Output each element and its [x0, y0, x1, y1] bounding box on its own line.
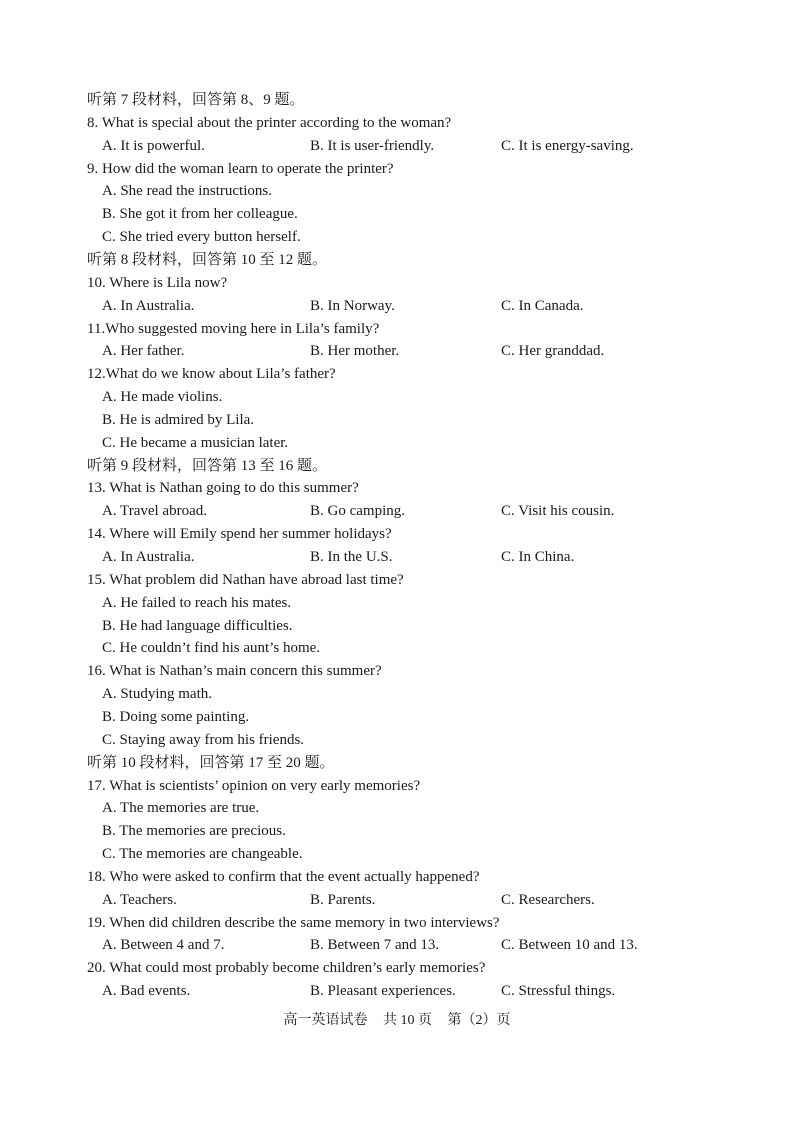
question-text: 9. How did the woman learn to operate the printer?	[87, 160, 394, 177]
option-a: A. He failed to reach his mates.	[102, 594, 292, 611]
option-a: A. She read the instructions.	[102, 183, 272, 200]
option-c: C. Staying away from his friends.	[102, 731, 305, 748]
option-a: A. In Australia.	[102, 297, 195, 314]
option-a: A. Bad events.	[102, 983, 191, 1000]
option-a: A. Teachers.	[102, 891, 177, 908]
option-c: C. Stressful things.	[501, 983, 616, 1000]
section-intro: 听第 9 段材料，回答第 13 至 16 题。	[87, 457, 328, 474]
footer-page-total: 共 10 页	[383, 1013, 432, 1028]
section-intro: 听第 10 段材料，回答第 17 至 20 题。	[87, 754, 335, 771]
option-a: A. Studying math.	[102, 686, 213, 703]
option-b: B. She got it from her colleague.	[102, 206, 298, 223]
options-row	[102, 980, 762, 1002]
option-c: C. In Canada.	[501, 297, 584, 314]
page-footer	[0, 1010, 794, 1032]
question-text: 10. Where is Lila now?	[87, 274, 228, 291]
option-a: A. Her father.	[102, 343, 185, 360]
option-b: B. Parents.	[310, 891, 376, 908]
option-a: A. Travel abroad.	[102, 503, 207, 520]
options-row	[102, 546, 762, 568]
question-text: 14. Where will Emily spend her summer holidays?	[87, 526, 392, 543]
option-c: C. It is energy-saving.	[501, 137, 634, 154]
options-row	[102, 295, 762, 317]
footer-exam-title: 高一英语试卷	[283, 1013, 368, 1028]
option-b: B. Between 7 and 13.	[310, 937, 440, 954]
options-row	[102, 500, 762, 522]
option-a: A. It is powerful.	[102, 137, 205, 154]
options-row	[102, 934, 762, 956]
options-row	[102, 135, 762, 157]
option-a: A. Between 4 and 7.	[102, 937, 225, 954]
option-b: B. Doing some painting.	[102, 708, 250, 725]
options-row	[102, 340, 762, 362]
option-c: C. Between 10 and 13.	[501, 937, 638, 954]
footer-page-number: 第（2）页	[447, 1013, 511, 1028]
option-a: A. He made violins.	[102, 389, 223, 406]
option-a: A. The memories are true.	[102, 800, 260, 817]
question-text: 15. What problem did Nathan have abroad last time?	[87, 571, 404, 588]
question-text: 12.What do we know about Lila’s father?	[87, 366, 336, 383]
option-b: B. Pleasant experiences.	[310, 983, 456, 1000]
option-b: B. He had language difficulties.	[102, 617, 293, 634]
section-intro: 听第 8 段材料，回答第 10 至 12 题。	[87, 251, 328, 268]
option-b: B. He is admired by Lila.	[102, 411, 255, 428]
option-c: C. In China.	[501, 549, 575, 565]
option-c: C. The memories are changeable.	[102, 846, 303, 863]
question-text: 17. What is scientists’ opinion on very early memories?	[87, 777, 421, 794]
options-row	[102, 889, 762, 911]
option-b: B. Her mother.	[310, 343, 400, 360]
option-c: C. He couldn’t find his aunt’s home.	[102, 640, 321, 657]
option-b: B. In Norway.	[310, 297, 395, 314]
option-c: C. Researchers.	[501, 891, 595, 908]
option-b: B. In the U.S.	[310, 549, 393, 565]
option-c: C. She tried every button herself.	[102, 229, 301, 246]
question-text: 19. When did children describe the same memory in two interviews?	[87, 914, 500, 931]
option-c: C. Her granddad.	[501, 343, 605, 360]
option-b: B. The memories are precious.	[102, 823, 286, 840]
option-a: A. In Australia.	[102, 549, 195, 565]
option-b: B. It is user-friendly.	[310, 137, 435, 154]
option-c: C. Visit his cousin.	[501, 503, 615, 520]
question-text: 13. What is Nathan going to do this summer?	[87, 480, 359, 497]
question-text: 18. Who were asked to confirm that the event actually happened?	[87, 868, 480, 885]
section-intro: 听第 7 段材料，回答第 8、9 题。	[87, 92, 305, 108]
question-text: 8. What is special about the printer according to the woman?	[87, 114, 452, 131]
option-c: C. He became a musician later.	[102, 434, 289, 451]
question-text: 20. What could most probably become children’s early memories?	[87, 960, 486, 977]
question-text: 11.Who suggested moving here in Lila’s family?	[87, 320, 380, 337]
option-b: B. Go camping.	[310, 503, 405, 520]
question-text: 16. What is Nathan’s main concern this summer?	[87, 663, 382, 680]
